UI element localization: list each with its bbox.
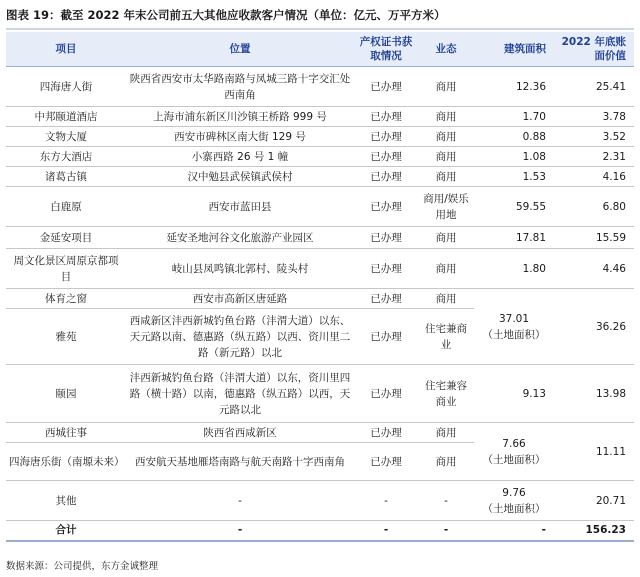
cell-cert: 已办理: [354, 167, 418, 187]
cell-area: 1.80: [474, 249, 554, 289]
header-value: 2022 年底账面价值: [554, 32, 634, 67]
cell-area: 0.88: [474, 127, 554, 147]
cell-value: 3.78: [554, 107, 634, 127]
header-location: 位置: [126, 32, 354, 67]
cell-cert: -: [354, 521, 418, 541]
cell-value: 3.52: [554, 127, 634, 147]
cell-cert: 已办理: [354, 309, 418, 365]
cell-location: -: [126, 521, 354, 541]
cell-business: 商用: [418, 127, 474, 147]
cell-project: 四海唐乐街（南塬未来）: [6, 443, 126, 481]
title-divider: [6, 28, 634, 30]
header-project: 项目: [6, 32, 126, 67]
cell-project: 东方大酒店: [6, 147, 126, 167]
cell-cert: 已办理: [354, 147, 418, 167]
cell-project: 周文化景区周原京都项目: [6, 249, 126, 289]
area-value: 9.76: [502, 486, 526, 499]
cell-business: 商用: [418, 67, 474, 107]
cell-value: 4.16: [554, 167, 634, 187]
table-row: [6, 167, 634, 187]
cell-value: 13.98: [554, 365, 634, 423]
cell-value-merged: 11.11: [554, 423, 634, 481]
cell-project: 文物大厦: [6, 127, 126, 147]
cell-business: 商用: [418, 227, 474, 249]
cell-project: 白鹿原: [6, 187, 126, 227]
cell-business: 商用: [418, 443, 474, 481]
table-row: [6, 289, 634, 309]
area-note: （土地面积）: [482, 502, 546, 515]
cell-location: 小寨西路 26 号 1 幢: [126, 147, 354, 167]
cell-area: 12.36: [474, 67, 554, 107]
table-row: [6, 147, 634, 167]
cell-value: 4.46: [554, 249, 634, 289]
cell-area: 1.08: [474, 147, 554, 167]
cell-area: -: [474, 521, 554, 541]
cell-project: 合计: [6, 521, 126, 541]
cell-area: 59.55: [474, 187, 554, 227]
header-business: 业态: [418, 32, 474, 67]
cell-value-merged: 36.26: [554, 289, 634, 365]
cell-location: 西安市蓝田县: [126, 187, 354, 227]
cell-business: 商用: [418, 423, 474, 443]
cell-location: 陕西省西咸新区: [126, 423, 354, 443]
cell-cert: 已办理: [354, 443, 418, 481]
source-note: 数据来源：公司提供，东方金诚整理: [6, 561, 159, 572]
table-row: [6, 107, 634, 127]
cell-project: 西城往事: [6, 423, 126, 443]
cell-cert: 已办理: [354, 249, 418, 289]
total-row: [6, 521, 634, 541]
cell-area: [474, 481, 554, 521]
cell-area-merged: [474, 289, 554, 365]
cell-business: 商用/娱乐用地: [418, 187, 474, 227]
figure-title: 图表 19：截至 2022 年末公司前五大其他应收款客户情况（单位：亿元、万平方米）: [6, 8, 446, 22]
cell-cert: 已办理: [354, 187, 418, 227]
cell-business: 住宅兼商业: [418, 309, 474, 365]
cell-cert: 已办理: [354, 67, 418, 107]
cell-area: 1.53: [474, 167, 554, 187]
cell-business: 商用: [418, 147, 474, 167]
cell-location: 汉中勉县武侯镇武侯村: [126, 167, 354, 187]
area-note: （土地面积）: [482, 328, 546, 341]
cell-cert: 已办理: [354, 365, 418, 423]
cell-location: 陕西省西安市太华路南路与凤城三路十字交汇处西南角: [126, 67, 354, 107]
cell-cert: 已办理: [354, 107, 418, 127]
cell-value: 2.31: [554, 147, 634, 167]
cell-location: 岐山县凤鸣镇北郭村、陵头村: [126, 249, 354, 289]
cell-area: 1.70: [474, 107, 554, 127]
cell-project: 诸葛古镇: [6, 167, 126, 187]
cell-area: 9.13: [474, 365, 554, 423]
cell-value: 6.80: [554, 187, 634, 227]
cell-location: 延安圣地河谷文化旅游产业园区: [126, 227, 354, 249]
cell-project: 四海唐人街: [6, 67, 126, 107]
cell-location: 西安市碑林区南大街 129 号: [126, 127, 354, 147]
area-note: （土地面积）: [482, 453, 546, 466]
cell-business: 商用: [418, 249, 474, 289]
table-row: [6, 481, 634, 521]
cell-value: 156.23: [554, 521, 634, 541]
table-row: [6, 187, 634, 227]
cell-cert: 已办理: [354, 289, 418, 309]
cell-business: 商用: [418, 107, 474, 127]
cell-business: -: [418, 481, 474, 521]
cell-project: 雅苑: [6, 309, 126, 365]
cell-location: -: [126, 481, 354, 521]
cell-business: 住宅兼容商业: [418, 365, 474, 423]
cell-project: 金延安项目: [6, 227, 126, 249]
table-header-row: [6, 32, 634, 67]
cell-location: 西咸新区沣西新城钓鱼台路（沣渭大道）以东、天元路以南、德惠路（纵五路）以西、资川里二路（新元路）以北: [126, 309, 354, 365]
cell-project: 其他: [6, 481, 126, 521]
cell-business: 商用: [418, 289, 474, 309]
cell-area-merged: [474, 423, 554, 481]
cell-cert: 已办理: [354, 423, 418, 443]
table-row: [6, 127, 634, 147]
cell-value: 25.41: [554, 67, 634, 107]
cell-value: 20.71: [554, 481, 634, 521]
cell-project: 中邦颐道酒店: [6, 107, 126, 127]
cell-cert: 已办理: [354, 127, 418, 147]
area-value: 7.66: [502, 437, 526, 450]
cell-value: 15.59: [554, 227, 634, 249]
cell-location: 西安市高新区唐延路: [126, 289, 354, 309]
cell-location: 沣西新城钓鱼台路（沣渭大道）以东，资川里四路（横十路）以南，德惠路（纵五路）以西，天元路以北: [126, 365, 354, 423]
cell-area: 17.81: [474, 227, 554, 249]
cell-project: 体育之窗: [6, 289, 126, 309]
receivables-table: [6, 32, 634, 542]
table-row: [6, 423, 634, 443]
header-area: 建筑面积: [474, 32, 554, 67]
cell-location: 西安航天基地雁塔南路与航天南路十字西南角: [126, 443, 354, 481]
cell-project: 颐园: [6, 365, 126, 423]
table-row: [6, 227, 634, 249]
cell-cert: 已办理: [354, 227, 418, 249]
header-cert: 产权证书获取情况: [354, 32, 418, 67]
cell-cert: -: [354, 481, 418, 521]
table-row: [6, 249, 634, 289]
cell-business: 商用: [418, 167, 474, 187]
table-row: [6, 67, 634, 107]
cell-business: -: [418, 521, 474, 541]
cell-location: 上海市浦东新区川沙镇王桥路 999 号: [126, 107, 354, 127]
area-value: 37.01: [498, 312, 530, 325]
table-row: [6, 365, 634, 423]
